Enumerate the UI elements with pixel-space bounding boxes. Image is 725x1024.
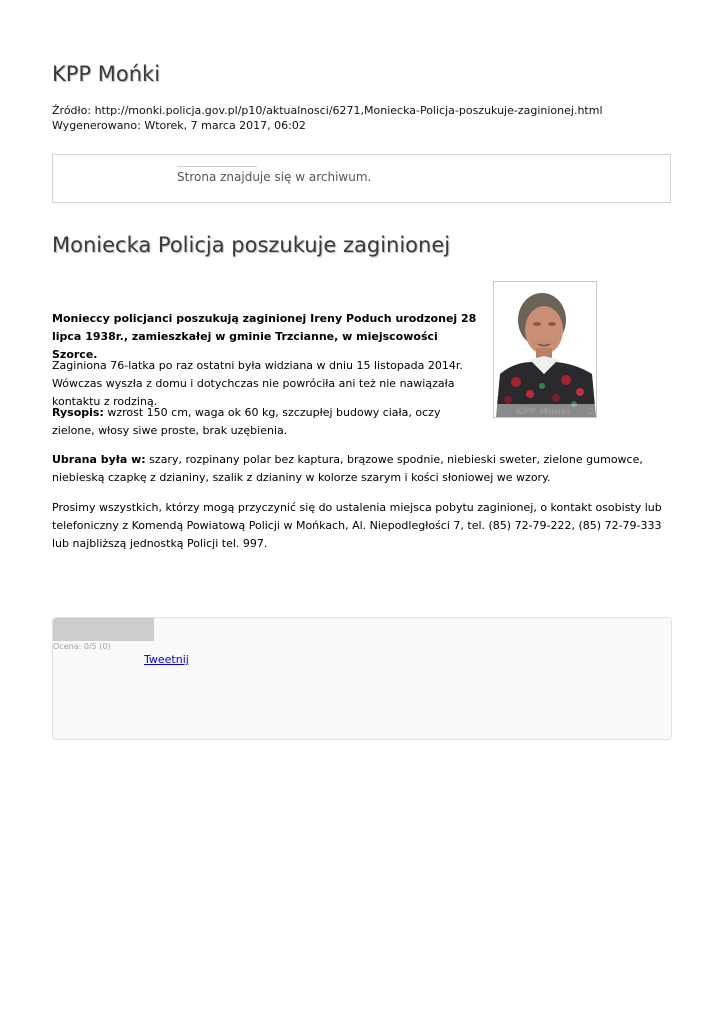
missing-person-photo [493, 281, 597, 418]
archive-divider [177, 166, 257, 167]
article-paragraph-description [52, 404, 477, 440]
archive-notice-box [52, 154, 671, 203]
rating-box [52, 617, 672, 740]
description-text: wzrost 150 cm, waga ok 60 kg, szczupłej budowy ciała, oczy zielone, włosy siwe proste, brak uzębienia. [52, 406, 441, 437]
rating-text: Ocena: 0/5 (0) [53, 642, 111, 651]
photo-watermark: KPP Mońki [516, 407, 570, 417]
site-title: KPP Mońki [52, 62, 161, 86]
clothing-text: szary, rozpinany polar bez kaptura, brązowe spodnie, niebieski sweter, zielone gumowce, niebieską czapkę z dzianiny, szalik z dzianiny w kolorze szarym i kości słoniowej we wzory. [52, 453, 643, 484]
generated-line: Wygenerowano: Wtorek, 7 marca 2017, 06:02 [52, 119, 306, 132]
document-meta [52, 103, 603, 133]
article-paragraph-last-seen: Zaginiona 76-latka po raz ostatni była widziana w dniu 15 listopada 2014r. Wówczas wyszła z domu i dotychczas nie powróciła ani też nie nawiązała kontaktu z rodziną. [52, 359, 463, 408]
clothing-label: Ubrana była w: [52, 453, 146, 466]
description-label: Rysopis: [52, 406, 104, 419]
source-line: Źródło: http://monki.policja.gov.pl/p10/aktualnosci/6271,Moniecka-Policja-poszukuje-zaginionej.html [52, 104, 603, 117]
article-title: Moniecka Policja poszukuje zaginionej [52, 233, 451, 257]
portrait-image [494, 282, 596, 417]
tweet-link[interactable]: Tweetnij [144, 653, 189, 666]
article-lead: Monieccy policjanci poszukują zaginionej Ireny Poduch urodzonej 28 lipca 1938r., zamieszkałej w gminie Trzcianne, w miejscowości Szorce. [52, 312, 477, 361]
rating-stars-bar[interactable] [53, 618, 154, 641]
archive-notice-text: Strona znajduje się w archiwum. [177, 170, 372, 184]
article-paragraph-contact: Prosimy wszystkich, którzy mogą przyczynić się do ustalenia miejsca pobytu zaginionej, o kontakt osobisty lub telefoniczny z Komendą Powiatową Policji w Mońkach, Al. Niepodległości 7, tel. (85) 72-79-222, (85) 72-79-333 lub najbliższą jednostką Policji tel. 997. [52, 501, 662, 550]
article-paragraph-clothing [52, 451, 674, 487]
